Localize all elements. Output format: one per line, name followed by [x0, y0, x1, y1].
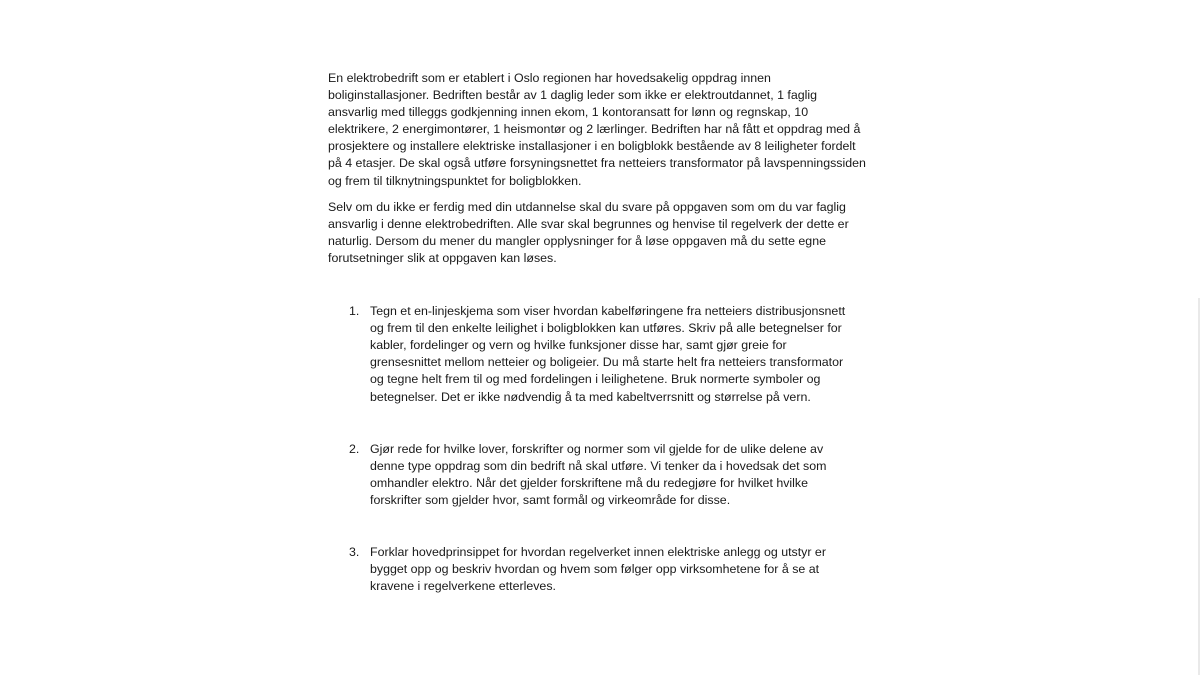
document-page	[328, 70, 868, 595]
task-item	[328, 441, 860, 509]
task-text: Gjør rede for hvilke lover, forskrifter og normer som vil gjelde for de ulike delene av denne type oppdrag som din bedrift nå skal utføre. Vi tenker da i hovedsak det som omhandler elektro. Når det gjelder forskriftene må du redegjøre for hvilket hvilke forskrifter som gjelder hvor, samt formål og virkeområde for disse.	[370, 441, 827, 507]
task-item	[328, 544, 860, 595]
task-text: Forklar hovedprinsippet for hvordan regelverket innen elektriske anlegg og utstyr er bygget opp og beskriv hvordan og hvem som følger opp virksomhetene for å se at kravene i regelverkene etterleves.	[370, 544, 826, 594]
task-number: 1.	[349, 304, 360, 319]
instructions-paragraph: Selv om du ikke er ferdig med din utdannelse skal du svare på oppgaven som om du var faglig ansvarlig i denne elektrobedriften. Alle svar skal begrunnes og henvise til regelverk der dette er naturlig. Dersom du mener du mangler opplysninger for å løse oppgaven må du sette egne forutsetninger slik at oppgaven kan løses.	[328, 199, 849, 265]
task-number: 2.	[349, 441, 360, 456]
task-number: 3.	[349, 544, 360, 559]
task-list	[328, 303, 868, 595]
task-text: Tegn et en-linjeskjema som viser hvordan kabelføringene fra netteiers distribusjonsnett og frem til den enkelte leilighet i boligblokken kan utføres. Skriv på alle betegnelser for kabler, fordelinger og vern og hvilke funksjoner disse har, samt gjør greie for grensesnittet mellom netteier og boligeier. Du må starte helt fra netteiers transformator og tegne helt frem til og med fordelingen i leilighetene. Bruk normerte symboler og betegnelser. Det er ikke nødvendig å ta med kabeltverrsnitt og størrelse på vern.	[370, 304, 846, 404]
task-item	[328, 303, 860, 406]
intro-paragraph: En elektrobedrift som er etablert i Oslo regionen har hovedsakelig oppdrag innen boliginstallasjoner. Bedriften består av 1 daglig leder som ikke er elektroutdannet, 1 faglig ansvarlig med tilleggs godkjenning innen ekom, 1 kontoransatt for lønn og regnskap, 10 elektrikere, 2 energimontører, 1 heismontør og 2 lærlinger. Bedriften har nå fått et oppdrag med å prosjektere og installere elektriske installasjoner i en boligblokk bestående av 8 leiligheter fordelt på 4 etasjer. De skal også utføre forsyningsnettet fra netteiers transformator på lavspenningssiden og frem til tilknytningspunktet for boligblokken.	[328, 71, 866, 188]
